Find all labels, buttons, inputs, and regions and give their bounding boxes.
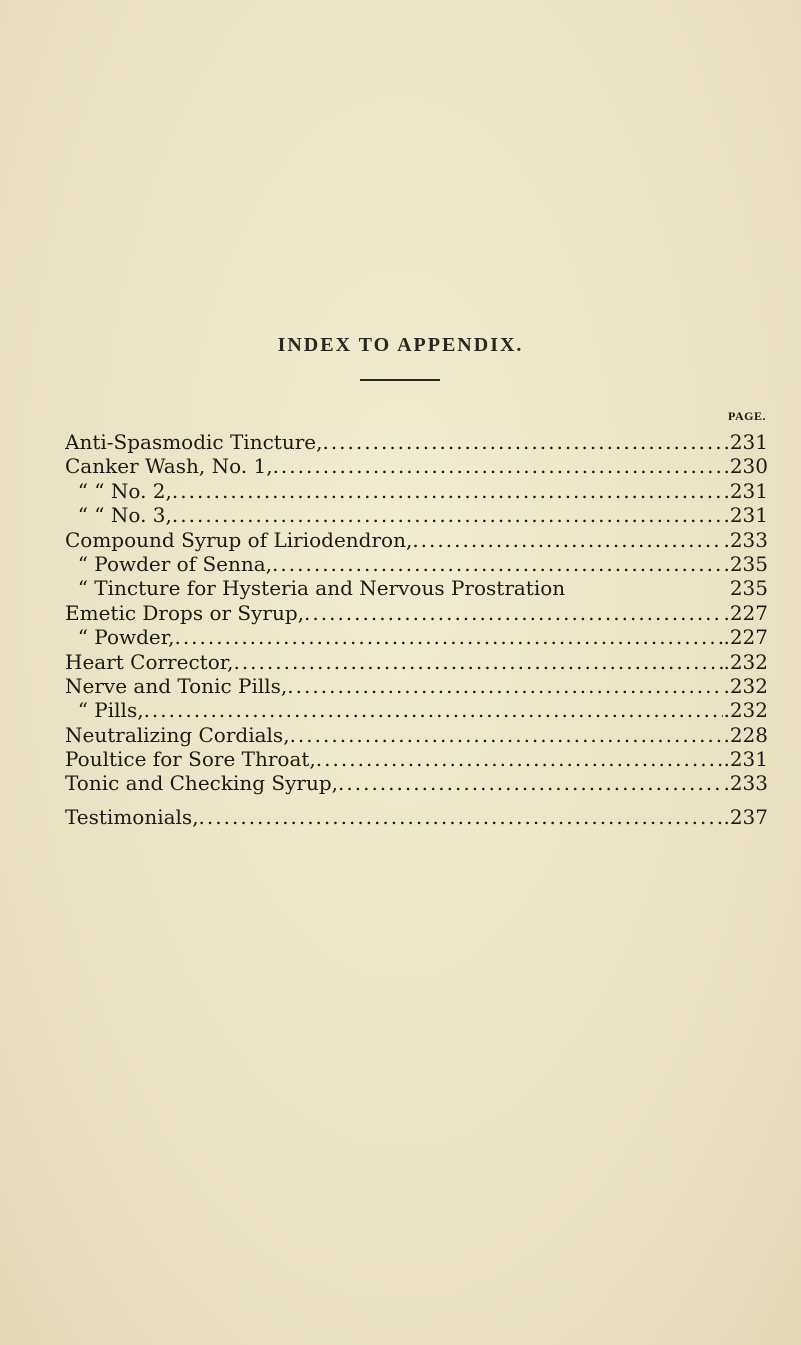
entry-label: Powder, bbox=[94, 625, 175, 650]
entry-label: Tonic and Checking Syrup, bbox=[65, 771, 339, 796]
entry-label: Nerve and Tonic Pills, bbox=[65, 673, 288, 698]
entry-page: .232 bbox=[723, 698, 768, 723]
entry-page: .228 bbox=[723, 722, 768, 747]
entry-label: Neutralizing Cordials, bbox=[65, 722, 290, 747]
entry-page: .233 bbox=[723, 527, 768, 552]
ditto-marks: “ bbox=[65, 551, 95, 576]
dot-leader bbox=[144, 698, 724, 722]
index-entry bbox=[65, 723, 768, 747]
title-rule bbox=[360, 379, 440, 381]
index-entry bbox=[65, 503, 768, 527]
index-entry bbox=[65, 430, 768, 454]
entry-page: .231 bbox=[723, 430, 768, 454]
page-column-header: PAGE. bbox=[728, 409, 766, 423]
index-entry bbox=[65, 479, 768, 503]
entry-page: .237 bbox=[723, 804, 768, 829]
entry-page: .232 bbox=[723, 673, 768, 698]
dot-leader bbox=[199, 805, 724, 829]
dot-leader bbox=[172, 479, 724, 503]
entry-label: Anti-Spasmodic Tincture, bbox=[65, 430, 323, 454]
index-entry bbox=[65, 528, 768, 552]
index-entry bbox=[65, 454, 768, 478]
ditto-marks: “ “ bbox=[65, 503, 111, 528]
entry-label: Tincture for Hysteria and Nervous Prostration bbox=[94, 576, 566, 601]
entry-label: No. 2, bbox=[110, 478, 172, 503]
entry-label: Compound Syrup of Liriodendron, bbox=[65, 527, 413, 552]
entry-page: .227 bbox=[723, 600, 768, 625]
dot-leader bbox=[172, 503, 724, 527]
index-entry bbox=[65, 552, 768, 576]
ditto-marks: “ “ bbox=[65, 478, 111, 503]
entry-page: .235 bbox=[723, 551, 768, 576]
entry-page: .232 bbox=[723, 649, 768, 674]
dot-leader bbox=[233, 650, 723, 674]
entry-label: Testimonials, bbox=[65, 804, 199, 829]
index-entry bbox=[65, 601, 768, 625]
ditto-marks: “ bbox=[65, 625, 95, 650]
entry-label: Powder of Senna, bbox=[94, 551, 273, 576]
entry-page: .230 bbox=[723, 454, 768, 479]
index-entry bbox=[65, 771, 768, 795]
dot-leader bbox=[412, 528, 723, 552]
index-entry bbox=[65, 747, 768, 771]
entry-page: 235 bbox=[729, 576, 768, 601]
entry-page: .233 bbox=[723, 771, 768, 796]
dot-leader bbox=[290, 723, 724, 747]
entry-label: Poultice for Sore Throat, bbox=[65, 747, 316, 772]
entry-label: Canker Wash, No. 1, bbox=[65, 454, 273, 479]
entry-label: Heart Corrector, bbox=[65, 649, 234, 674]
index-entry bbox=[65, 698, 768, 722]
dot-leader bbox=[174, 625, 723, 649]
ditto-marks: “ bbox=[65, 698, 95, 723]
dot-leader bbox=[272, 552, 723, 576]
entry-label: No. 3, bbox=[110, 503, 172, 528]
index-entry bbox=[65, 674, 768, 698]
ditto-marks: “ bbox=[65, 576, 95, 601]
entry-page: .231 bbox=[723, 747, 768, 772]
section-gap bbox=[65, 796, 768, 805]
index-entry bbox=[65, 650, 768, 674]
index-entry bbox=[65, 576, 768, 600]
entry-page: .231 bbox=[723, 478, 768, 503]
index-entry bbox=[65, 805, 768, 829]
page-title: INDEX TO APPENDIX. bbox=[277, 334, 524, 356]
dot-leader bbox=[304, 601, 723, 625]
entry-page: .227 bbox=[723, 625, 768, 650]
entry-page: .231 bbox=[723, 503, 768, 528]
entry-label: Emetic Drops or Syrup, bbox=[65, 600, 305, 625]
dot-leader bbox=[338, 771, 723, 795]
index-list bbox=[65, 430, 768, 829]
dot-leader bbox=[316, 747, 724, 771]
dot-leader bbox=[287, 674, 723, 698]
entry-label: Pills, bbox=[94, 698, 144, 723]
dot-leader bbox=[322, 430, 723, 454]
dot-leader bbox=[273, 454, 724, 478]
index-entry bbox=[65, 625, 768, 649]
